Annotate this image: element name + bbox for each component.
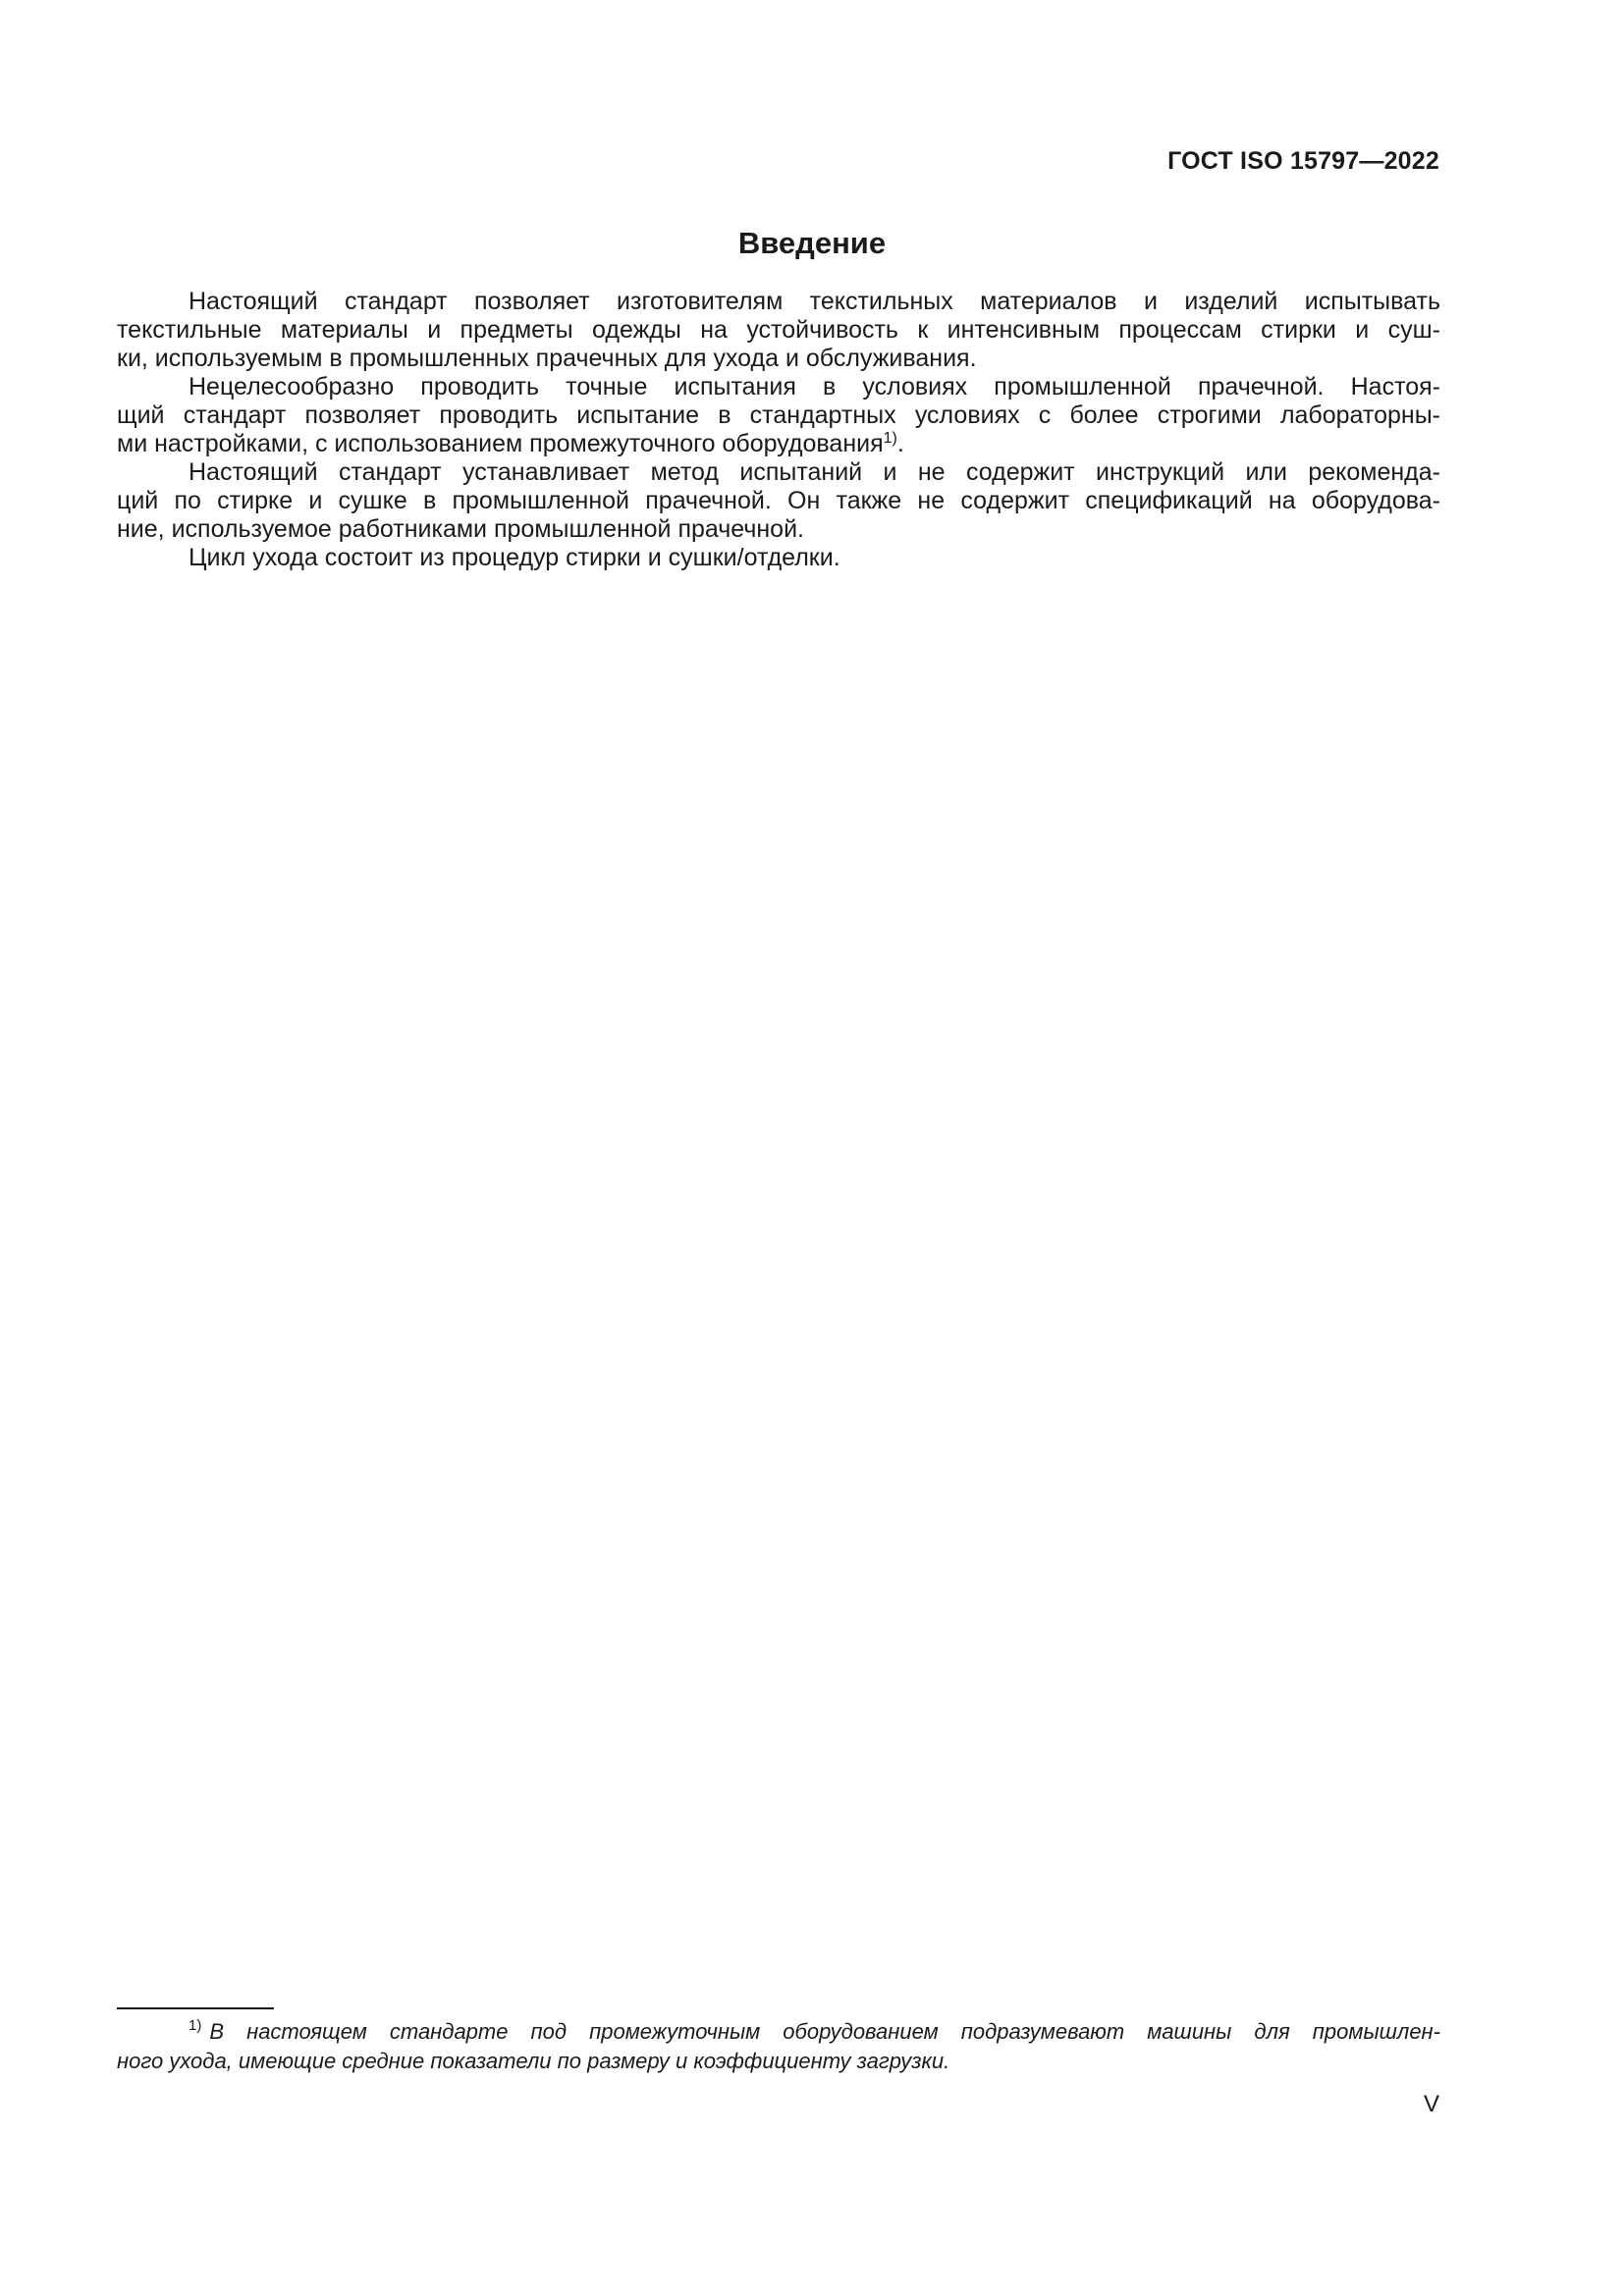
paragraph	[117, 288, 1440, 373]
footnote-separator	[117, 2007, 274, 2009]
text-line: Настоящий стандарт позволяет изготовителям текстильных материалов и изделий испытывать	[189, 288, 1440, 315]
text-line: ние, используемое работниками промышленной прачечной.	[117, 515, 804, 543]
standard-designation: ГОСТ ISO 15797—2022	[1167, 147, 1439, 175]
section-title: Введение	[737, 226, 887, 260]
text-line: ций по стирке и сушке в промышленной прачечной. Он также не содержит спецификаций на оборудова-	[117, 487, 1440, 514]
text-line: Настоящий стандарт устанавливает метод испытаний и не содержит инструкций или рекоменда-	[189, 458, 1440, 486]
footnote-line	[117, 2017, 1440, 2047]
footnote	[117, 2017, 1440, 2076]
paragraph	[117, 544, 1440, 572]
footnote-line: ного ухода, имеющие средние показатели по размеру и коэффициенту загрузки.	[117, 2049, 950, 2073]
footnote-marker: 1)	[189, 2017, 202, 2034]
text-line: щий стандарт позволяет проводить испытание в стандартных условиях с более строгими лабораторны-	[117, 401, 1440, 429]
text-line: текстильные материалы и предметы одежды на устойчивость к интенсивным процессам стирки и суш-	[117, 316, 1440, 344]
text-line: ми настройками, с использованием промежуточного оборудования	[117, 430, 884, 457]
paragraph	[117, 458, 1440, 544]
footnote-text: В настоящем стандарте под промежуточным оборудованием подразумевают машины для промышлен-	[209, 2019, 1440, 2044]
footnote-reference[interactable]: 1)	[883, 430, 897, 447]
page-number: V	[1423, 2091, 1439, 2117]
paragraph	[117, 373, 1440, 458]
text-line: Цикл ухода состоит из процедур стирки и сушки/отделки.	[189, 544, 840, 571]
text-line: Нецелесообразно проводить точные испытания в условиях промышленной прачечной. Настоя-	[189, 373, 1440, 400]
trailing-punctuation: .	[896, 430, 904, 457]
text-line-with-footnote	[117, 430, 1440, 458]
body-text	[117, 288, 1440, 572]
text-line: ки, используемым в промышленных прачечных для ухода и обслуживания.	[117, 345, 977, 372]
